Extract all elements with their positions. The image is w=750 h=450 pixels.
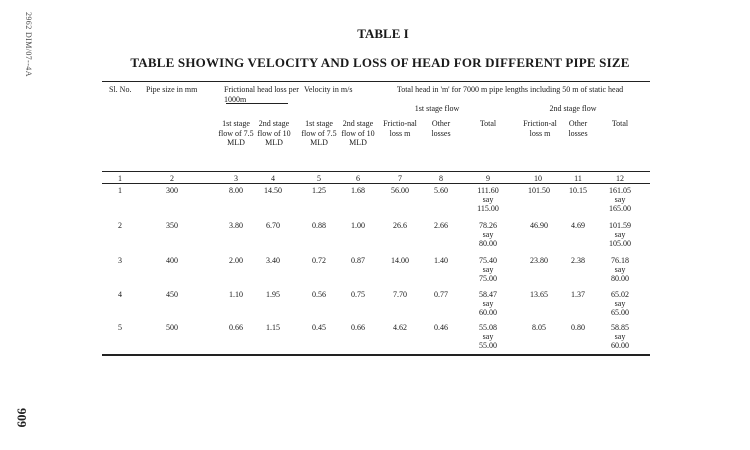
cell-stage1-other-losses: 1.40 [434,256,448,265]
cell-velocity-stage2: 0.75 [351,290,365,299]
cell-line: say [482,230,494,239]
column-number-rule [102,183,650,184]
header-col10-frictional-loss: Friction-al loss m [523,119,557,138]
cell-stage1-other-losses: 2.66 [434,221,448,230]
cell-stage2-total [604,221,636,248]
header-col9-total: Total [479,119,497,128]
cell-stage2-other-losses: 10.15 [569,186,587,195]
cell-frictional-head-stage1: 8.00 [229,186,243,195]
column-number: 1 [118,174,122,183]
cell-sl-no: 5 [118,323,122,332]
cell-stage2-other-losses: 4.69 [571,221,585,230]
cell-stage1-total [472,323,504,350]
header-total-head: Total head in 'm' for 7000 m pipe lengths including 50 m of static head [396,85,624,94]
cell-line: say [614,230,626,239]
header-col11-other-losses: Other losses [568,119,588,138]
cell-stage1-total [472,256,504,283]
cell-frictional-head-stage1: 3.80 [229,221,243,230]
cell-line: 78.26 [479,221,497,230]
header-col6-stage2-velocity: 2nd stage flow of 10 MLD [341,119,375,147]
cell-stage1-total [472,186,504,213]
column-number: 6 [356,174,360,183]
header-stage2-flow: 2nd stage flow [549,104,597,113]
cell-line: 80.00 [479,239,497,248]
cell-line: say [614,195,626,204]
header-divider-rule [102,171,650,172]
cell-line: 75.40 [479,256,497,265]
cell-pipe-size: 500 [166,323,178,332]
cell-stage2-total [604,186,636,213]
margin-document-code: 2962 DIM/07--4A [24,12,33,77]
table-bottom-rule [102,354,650,356]
header-pipe-size: Pipe size in mm [146,85,198,94]
header-velocity: Velocity in m/s [304,85,353,94]
cell-frictional-head-stage1: 1.10 [229,290,243,299]
frictional-head-underline [226,103,288,104]
cell-stage1-frictional-loss: 4.62 [393,323,407,332]
table-top-rule [102,81,650,82]
cell-stage2-frictional-loss: 23.80 [530,256,548,265]
header-col4-stage2-frictional: 2nd stage flow of 10 MLD [257,119,291,147]
cell-line: 65.02 [611,290,629,299]
cell-line: say [614,332,626,341]
cell-velocity-stage1: 1.25 [312,186,326,195]
cell-line: 58.85 [611,323,629,332]
cell-stage2-frictional-loss: 13.65 [530,290,548,299]
cell-stage1-frictional-loss: 56.00 [391,186,409,195]
header-col8-other-losses: Other losses [431,119,451,138]
cell-frictional-head-stage2: 1.15 [266,323,280,332]
cell-stage1-frictional-loss: 14.00 [391,256,409,265]
cell-line: 75.00 [479,274,497,283]
cell-frictional-head-stage1: 0.66 [229,323,243,332]
cell-sl-no: 3 [118,256,122,265]
cell-line: say [482,299,494,308]
cell-line: 65.00 [611,308,629,317]
cell-line: 165.00 [609,204,631,213]
cell-line: 60.00 [611,341,629,350]
header-col7-frictional-loss: Frictio-nal loss m [383,119,417,138]
cell-velocity-stage2: 0.66 [351,323,365,332]
header-col5-stage1-velocity: 1st stage flow of 7.5 MLD [301,119,337,147]
cell-line: 161.05 [609,186,631,195]
cell-stage2-other-losses: 1.37 [571,290,585,299]
cell-line: 55.08 [479,323,497,332]
cell-pipe-size: 400 [166,256,178,265]
cell-velocity-stage2: 1.00 [351,221,365,230]
cell-sl-no: 2 [118,221,122,230]
cell-frictional-head-stage2: 14.50 [264,186,282,195]
column-number: 10 [534,174,542,183]
header-col3-stage1-frictional: 1st stage flow of 7.5 MLD [218,119,254,147]
cell-frictional-head-stage1: 2.00 [229,256,243,265]
cell-velocity-stage2: 1.68 [351,186,365,195]
header-stage1-flow: 1st stage flow [414,104,460,113]
column-number: 5 [317,174,321,183]
cell-line: 60.00 [479,308,497,317]
cell-line: 105.00 [609,239,631,248]
cell-line: 80.00 [611,274,629,283]
cell-line: say [614,265,626,274]
cell-line: 55.00 [479,341,497,350]
cell-velocity-stage2: 0.87 [351,256,365,265]
cell-stage1-total [472,221,504,248]
cell-pipe-size: 350 [166,221,178,230]
cell-pipe-size: 450 [166,290,178,299]
cell-line: say [482,265,494,274]
cell-line: 76.18 [611,256,629,265]
cell-velocity-stage1: 0.45 [312,323,326,332]
header-frictional-head: Frictional head loss per 1000m [224,85,299,104]
column-number: 4 [271,174,275,183]
column-number: 3 [234,174,238,183]
cell-stage2-total [604,256,636,283]
cell-frictional-head-stage2: 1.95 [266,290,280,299]
header-col12-total: Total [611,119,629,128]
header-sl-no: Sl. No. [109,85,132,94]
cell-stage2-total [604,323,636,350]
page-number: 606 [14,408,29,428]
column-number: 12 [616,174,624,183]
cell-frictional-head-stage2: 3.40 [266,256,280,265]
cell-stage2-frictional-loss: 8.05 [532,323,546,332]
column-number: 2 [170,174,174,183]
column-number: 9 [486,174,490,183]
cell-line: 111.60 [477,186,499,195]
cell-sl-no: 1 [118,186,122,195]
cell-line: 115.00 [477,204,499,213]
cell-line: say [482,332,494,341]
cell-sl-no: 4 [118,290,122,299]
cell-velocity-stage1: 0.72 [312,256,326,265]
table-label: TABLE I [357,26,409,41]
cell-line: say [482,195,494,204]
cell-stage2-other-losses: 0.80 [571,323,585,332]
cell-frictional-head-stage2: 6.70 [266,221,280,230]
cell-velocity-stage1: 0.88 [312,221,326,230]
cell-stage2-frictional-loss: 101.50 [528,186,550,195]
cell-line: 58.47 [479,290,497,299]
cell-stage1-frictional-loss: 7.70 [393,290,407,299]
cell-line: say [614,299,626,308]
column-number: 8 [439,174,443,183]
cell-pipe-size: 300 [166,186,178,195]
cell-line: 101.59 [609,221,631,230]
cell-velocity-stage1: 0.56 [312,290,326,299]
cell-stage1-frictional-loss: 26.6 [393,221,407,230]
cell-stage2-total [604,290,636,317]
cell-stage1-other-losses: 5.60 [434,186,448,195]
column-number: 7 [398,174,402,183]
cell-stage2-frictional-loss: 46.90 [530,221,548,230]
cell-stage1-other-losses: 0.46 [434,323,448,332]
cell-stage1-total [472,290,504,317]
cell-stage1-other-losses: 0.77 [434,290,448,299]
cell-stage2-other-losses: 2.38 [571,256,585,265]
column-number: 11 [574,174,582,183]
table-title: TABLE SHOWING VELOCITY AND LOSS OF HEAD FOR DIFFERENT PIPE SIZE [130,55,630,70]
